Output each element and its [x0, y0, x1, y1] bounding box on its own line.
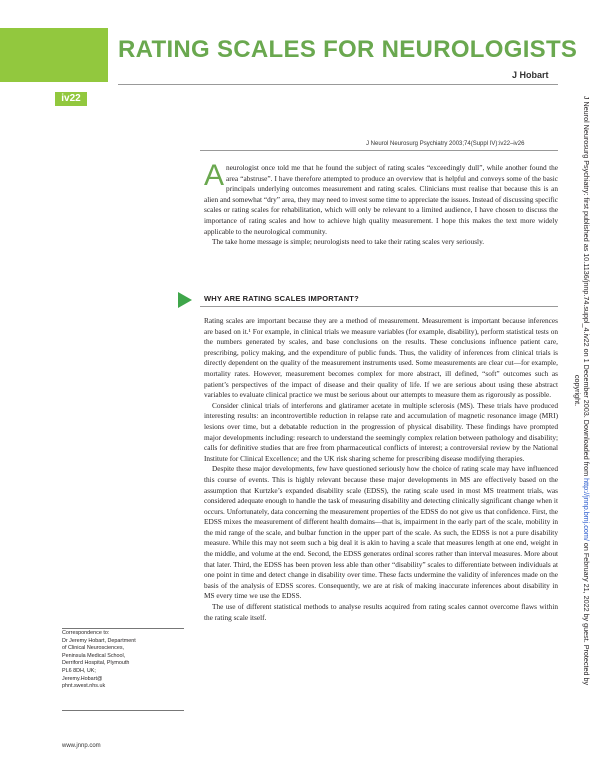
- header-color-bar: [0, 28, 108, 82]
- correspondence-email-domain[interactable]: phnt.swest.nhs.uk: [62, 683, 106, 690]
- author-name: J Hobart: [512, 70, 549, 80]
- intro-section: [204, 159, 558, 248]
- download-notice-text-end: on February 21, 2022 by guest. Protected by: [582, 540, 591, 686]
- download-notice-sidebar: [573, 8, 591, 773]
- main-text: [204, 316, 558, 623]
- section-heading: WHY ARE RATING SCALES IMPORTANT?: [204, 294, 359, 303]
- section-arrow-icon: [178, 292, 192, 308]
- correspondence-line: Derriford Hospital, Plymouth: [62, 660, 130, 667]
- correspondence-label: Correspondence to:: [62, 630, 110, 636]
- article-title: RATING SCALES FOR NEUROLOGISTS: [118, 36, 578, 63]
- correspondence-line: PL6 8DH, UK;: [62, 667, 96, 674]
- correspondence-rule-top: [62, 628, 184, 629]
- correspondence-line: Peninsula Medical School,: [62, 652, 126, 659]
- body-paragraph-1: Rating scales are important because they are a method of measurement. Measurement is important because inferences are based on it.¹ For example, in clinical trials we measure variables (for example, disability), perform statistical tests on the numbers generated by scales, and base conclusions on the results. These conclusions influence patient care, prescribing, policy making, and the expenditure of public funds. Thus, the validity of inferences from clinical trials is directly dependent on the quality of the measurement instruments used. Some measurements are clear cut—for example, mortality rates. However, measurement becomes complex for more abstract, ill defined, “soft” outcomes such as patient’s perspectives of the impact of disease and their quality of life. If we are serious about using these abstract variables to evaluate clinical practice we must be serious about our attempts to measure them as rigorously as possible.: [204, 316, 558, 400]
- page-number-tab: iv22: [55, 92, 87, 106]
- correspondence-rule-bottom: [62, 710, 184, 711]
- body-paragraph-2: Consider clinical trials of interferons and glatiramer acetate in multiple sclerosis (MS). These trials have produced interesting results: an incontrovertible reduction in relapse rate and accumulation of magnetic resonance image (MRI) lesions over time, but a debatable reduction in the progression of physical disability. These findings have prompted major developments including: research to understand the seemingly complex relation between pathology and disability; calls for definitive studies that are free from pharmaceutical conflicts of interest; a controversial review by the National Institute for Clinical Excellence; and the UK risk sharing scheme for prescribing disease modifying therapies.: [204, 400, 558, 463]
- correspondence-line: of Clinical Neurosciences,: [62, 645, 125, 652]
- intro-paragraph-2: The take home message is simple; neurologists need to take their rating scales very seriously.: [212, 237, 485, 247]
- journal-website[interactable]: www.jnnp.com: [62, 743, 101, 749]
- title-divider: [118, 84, 558, 85]
- intro-paragraph-1-text: neurologist once told me that he found the subject of rating scales “exceedingly dull”, while another found the area “abstruse”. I have therefore attempted to produce an overview that is helpful and conveys some of the basic principals underlying outcomes measurement and rating scales. Clinicians must realise that because this is an alien and somewhat “dry” area, they may need to invest some time to appreciate the issues. Instead of discussing specific scales or rating scales for rehabilitation, which will only be relevant to a limited audience, I have chosen to discuss the importance of rating scales and how to achieve high quality measurement. I hope this makes the text more widely applicable to the neurological community.: [204, 163, 558, 236]
- download-notice-text: J Neurol Neurosurg Psychiatry: first published as 10.1136/jnnp.74.suppl_4.iv22 on 1 December 2003. Downloaded from: [582, 95, 591, 479]
- download-notice-line-2: copyright.: [573, 374, 582, 407]
- download-notice-line-1: [582, 8, 591, 773]
- journal-link[interactable]: http://jnnp.bmj.com/: [582, 478, 591, 541]
- heading-divider: [200, 306, 558, 307]
- journal-citation: J Neurol Neurosurg Psychiatry 2003;74(Suppl IV):iv22–iv26: [366, 141, 525, 147]
- correspondence-email[interactable]: Jeremy.Hobart@: [62, 675, 103, 682]
- body-paragraph-4: The use of different statistical methods to analyse results acquired from rating scales cannot overcome flaws within the rating scale itself.: [204, 602, 558, 622]
- body-paragraph-3: Despite these major developments, few have questioned seriously how the choice of rating scale may have influenced this course of events. This is highly relevant because these major developments in MS are effectively based on the assumption that Kurtzke’s expanded disability scale (EDSS), the rating scale used in most MS treatment trials, was considered adequate enough to handle the task of measuring disability and detecting clinically significant change when it occurs. Unfortunately, data concerning the measurement properties of the EDSS do not give us that confidence. First, the EDSS mixes the measurement of different health domains—that is, impairment in the early part of the scale, mobility in the mid range of the scale, and bulbar function in the upper part of the scale. As such, the EDSS is not a pure disability measure. While this may not seem such a big deal it is akin to having a scale that measures length at one end, weight in the middle, and volume at the end. Second, the EDSS generates ordinal scores rather than interval measures. More about that later. Third, the EDSS has been proven less able than other “disability” scales to differentiate between individuals at one point in time and detect change in disability over time. These facts undermine the validity of inferences made on the basis of the analysis of EDSS scores. Consequently, we are at risk of making inaccurate inferences about disability in MS every time we use the EDSS.: [204, 464, 558, 601]
- drop-cap: A: [204, 159, 225, 192]
- intro-paragraph-1: [204, 159, 558, 237]
- citation-divider: [200, 150, 558, 151]
- correspondence-line: Dr Jeremy Hobart, Department: [62, 637, 136, 644]
- correspondence-block: [62, 630, 184, 691]
